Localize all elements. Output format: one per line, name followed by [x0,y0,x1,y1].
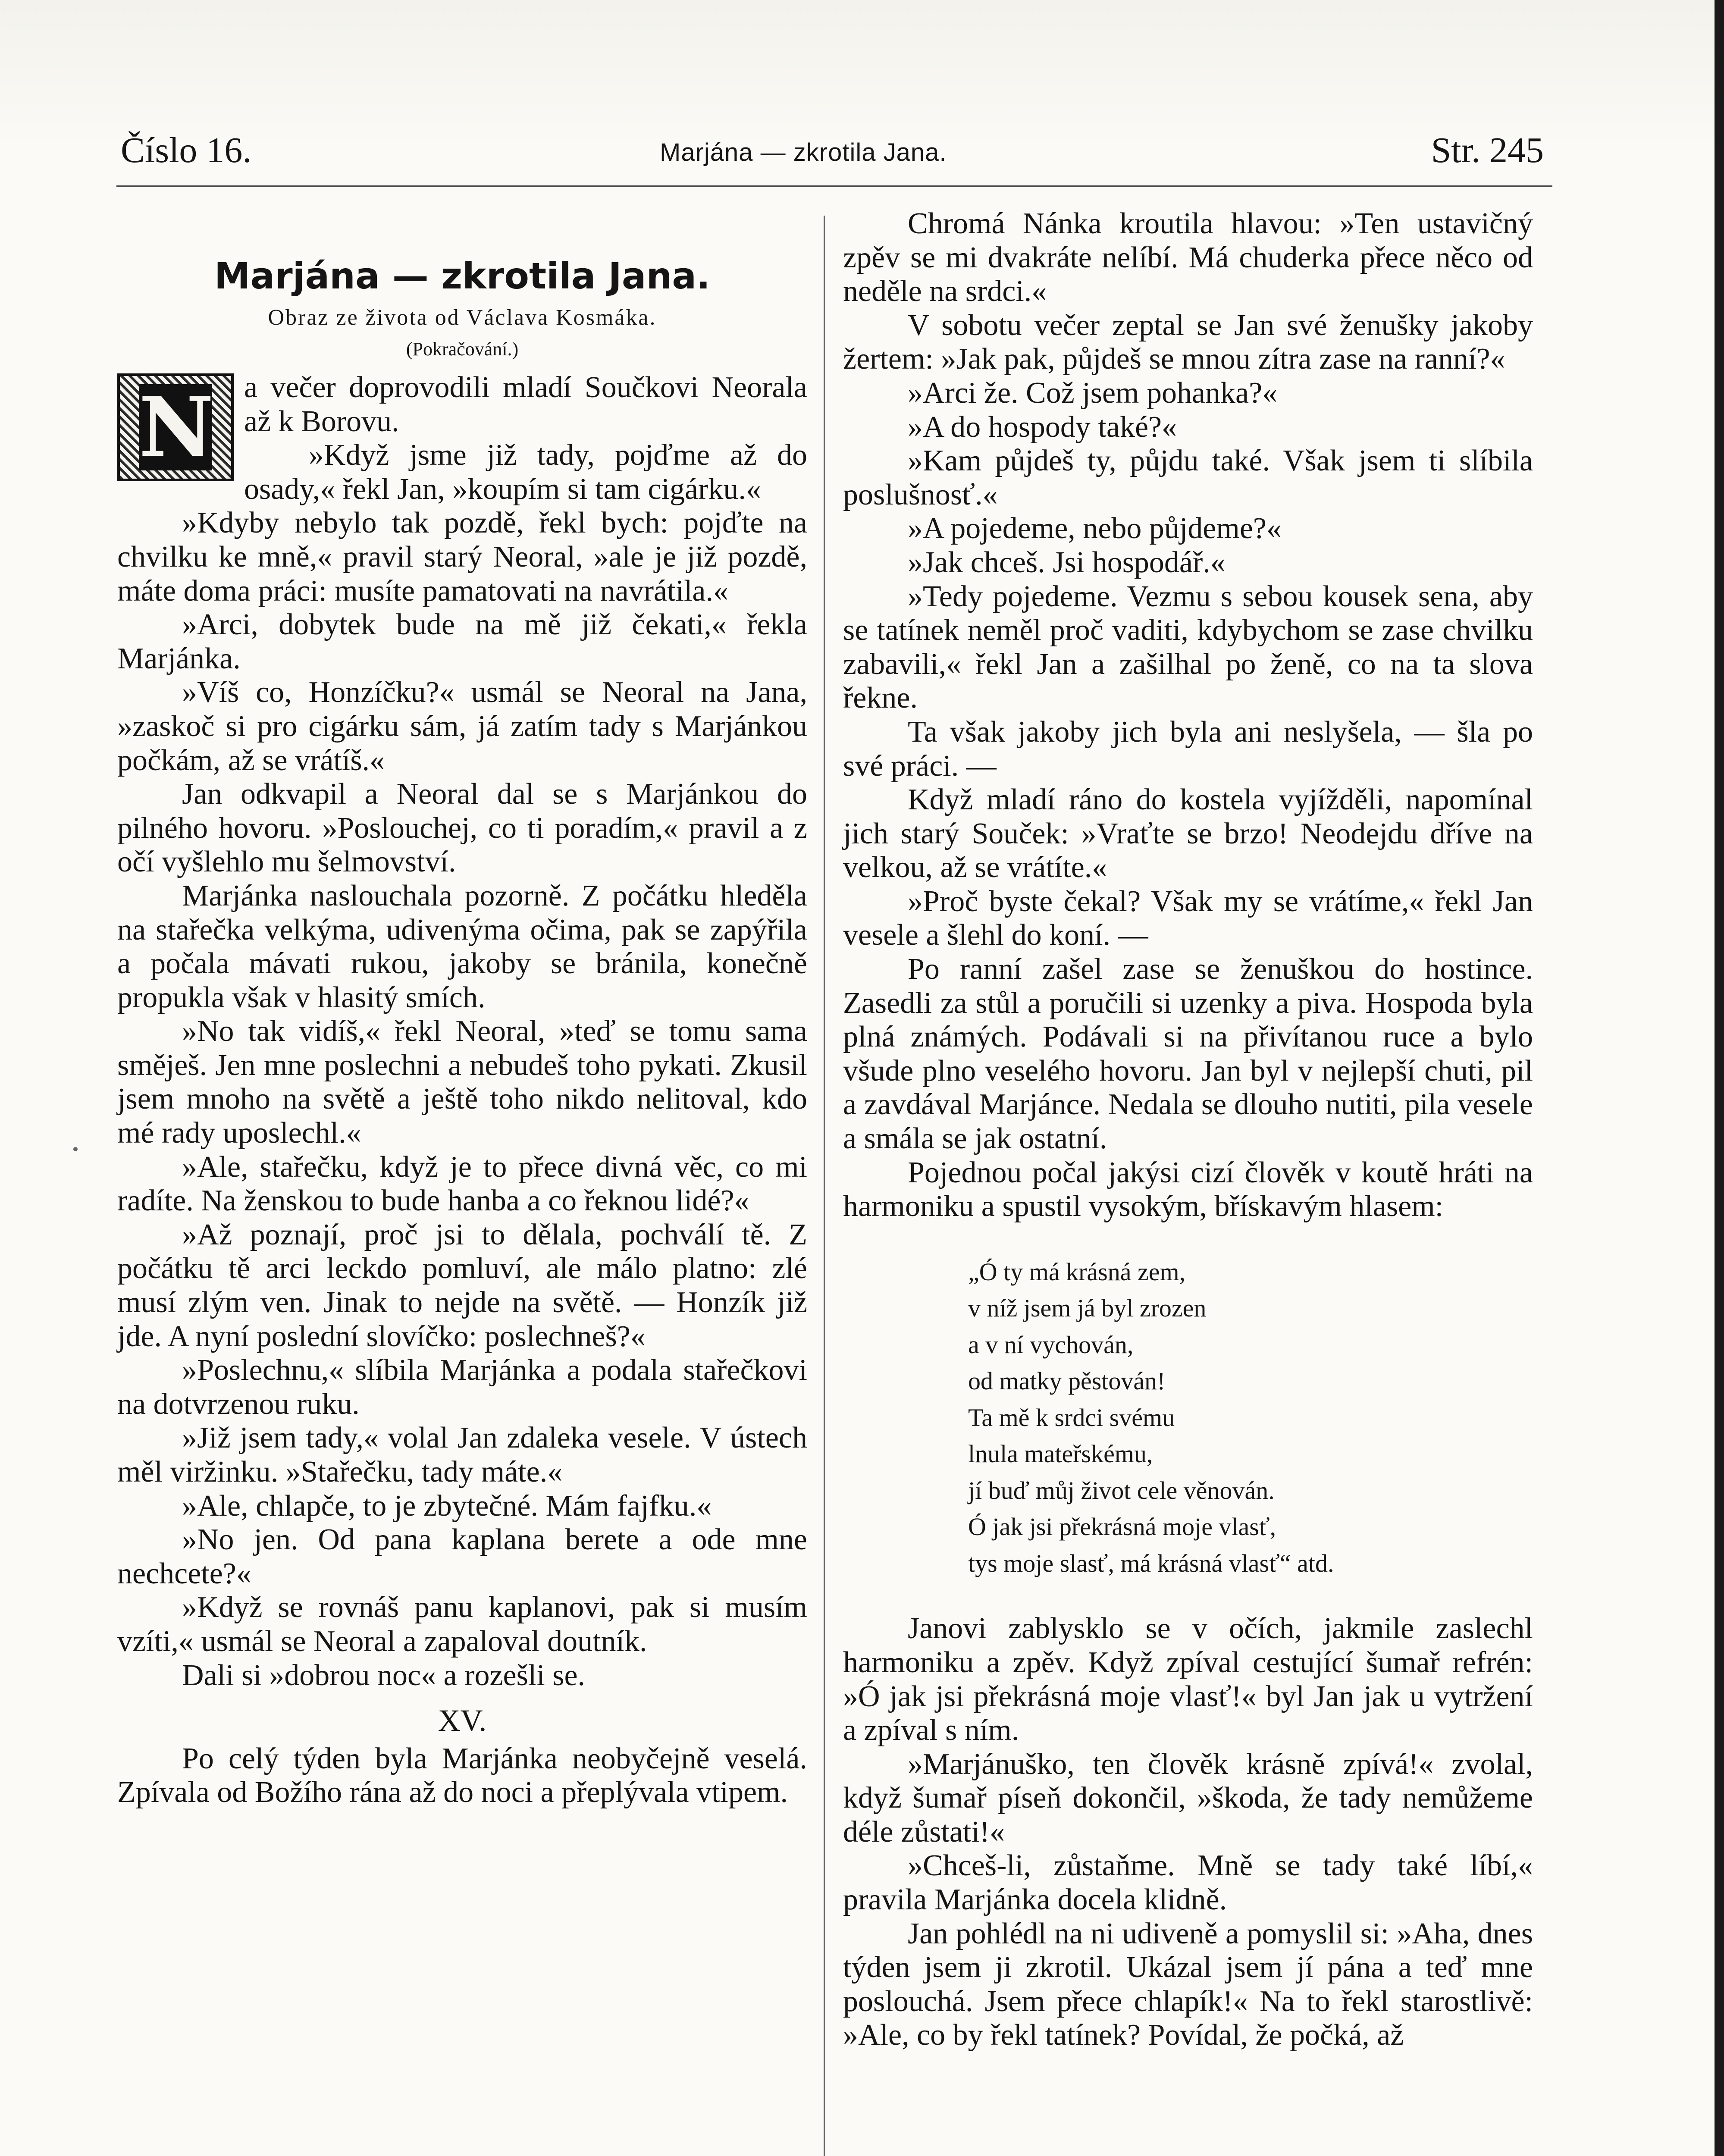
poem-line: od matky pěstován! [968,1367,1166,1395]
paragraph: »A do hospody také?« [908,410,1177,444]
right-column [843,207,1533,2053]
paragraph: »No jen. Od pana kaplana berete a ode mne nechcete?« [117,1523,807,1590]
paragraph: Dali si »dobrou noc« a rozešli se. [182,1658,586,1692]
paragraph: »Až poznají, proč jsi to dělala, pochválí tě. Z počátku tě arci leckdo pomluví, ale málo platno: zlé musí zlým ven. Jinak to nejde na světě. — Honzík již jde. A nyní poslední slovíčko: poslechneš?« [117,1218,807,1353]
paragraph: Jan odkvapil a Neoral dal se s Marjánkou do pilného hovoru. »Poslouchej, co ti poradím,« pravil a z očí vyšlehlo mu šelmovství. [117,777,807,879]
right-paragraphs-after-poem [843,1612,1533,2053]
paragraph: Ta však jakoby jich byla ani neslyšela, — šla po své práci. — [843,715,1533,783]
paragraph: »Arci, dobytek bude na mě již čekati,« řekla Marjánka. [117,608,807,675]
paragraph: Marjánka naslouchala pozorně. Z počátku hleděla na stařečka velkýma, udivenýma očima, pak se zapýřila a počala mávati rukou, jakoby se bránila, konečně propukla však v hlasitý smích. [117,879,807,1014]
continuation-note: (Pokračování.) [406,338,519,360]
paragraph: »Víš co, Honzíčku?« usmál se Neoral na Jana, »zaskoč si pro cigárku sám, já zatím tady s Marjánkou počkám, až se vrátíš.« [117,676,807,777]
running-title: Marjána — zkrotila Jana. [660,138,947,166]
chapter-paragraph: Po celý týden byla Marjánka neobyčejně veselá. Zpívala od Božího rána až do noci a přeplývala vtipem. [117,1742,807,1809]
poem-line: lnula mateřskému, [968,1440,1153,1468]
paragraph: »Proč byste čekal? Však my se vrátíme,« řekl Jan vesele a šlehl do koní. — [843,884,1533,952]
paragraph: »Arci že. Což jsem pohanka?« [908,376,1278,410]
print-speck [73,1147,78,1151]
poem [968,1254,1533,1582]
poem-line: jí buď můj život cele věnován. [968,1476,1275,1504]
left-column [117,207,807,1810]
poem-line: v níž jsem já byl zrozen [968,1294,1207,1322]
chapter-heading: XV. [438,1703,487,1738]
page-number: Str. 245 [1431,130,1544,170]
paragraph: »No tak vidíš,« řekl Neoral, »teď se tomu sama směješ. Jen mne poslechni a nebudeš toho pykati. Zkusil jsem mnoho na světě a ještě toho nikdo nelitoval, kdo mé rady uposlechl.« [117,1015,807,1150]
paragraph: Jan pohlédl na ni udiveně a pomyslil si: »Aha, dnes týden jsem ji zkrotil. Ukázal jsem jí pána a teď mne poslouchá. Jsem přece chlapík!« Na to řekl starostlivě: »Ale, co by řekl tatínek? Povídal, že počká, až [843,1917,1533,2052]
paragraph: »Již jsem tady,« volal Jan zdaleka vesele. V ústech měl viržinku. »Stařečku, tady máte.« [117,1421,807,1489]
paragraph: »Jak chceš. Jsi hospodář.« [908,545,1226,579]
paragraph: V sobotu večer zeptal se Jan své ženušky jakoby žertem: »Jak pak, půjdeš se mnou zítra zase na ranní?« [843,308,1533,376]
drop-cap-letter: N [139,379,214,475]
page-edge [1715,0,1724,2156]
paragraph: Janovi zablysklo se v očích, jakmile zaslechl harmoniku a zpěv. Když zpíval cestující šumař refrén: »Ó jak jsi překrásná moje vlasť!« byl Jan jak u vytržení a zpíval s ním. [843,1612,1533,1747]
paragraph: »Ale, chlapče, to je zbytečné. Mám fajfku.« [182,1489,712,1523]
right-paragraphs-before-poem [843,207,1533,1224]
poem-line: a v ní vychován, [968,1330,1134,1359]
opening-text: a večer doprovodili mladí Součkovi Neorala až k Borovu. [244,371,807,438]
poem-line: Ta mě k srdci svému [968,1403,1175,1432]
paragraph: Po ranní zašel zase se ženuškou do hostince. Zasedli za stůl a poručili si uzenky a piva. Hospoda byla plná známých. Podávali si na přivítanou ruce a bylo všude plno veselého hovoru. Jan byl v nejlepší chuti, pil a zavdával Marjánce. Nedala se dlouho nutiti, pila vesele a smála se jak ostatní. [843,953,1533,1156]
paragraph: Když mladí ráno do kostela vyjížděli, napomínal jich starý Souček: »Vraťte se brzo! Neodejdu dříve na velkou, až se vrátíte.« [843,783,1533,884]
issue-number: Číslo 16. [121,130,252,170]
drop-cap-initial [117,373,234,481]
article-byline: Obraz ze života od Václava Kosmáka. [268,305,657,330]
paragraph: »Když se rovnáš panu kaplanovi, pak si musím vzíti,« usmál se Neoral a zapaloval doutník. [117,1591,807,1658]
paragraph: Chromá Nánka kroutila hlavou: »Ten ustavičný zpěv se mi dvakráte nelíbí. Má chuderka přece něco od neděle na srdci.« [843,207,1533,308]
paragraph: »Poslechnu,« slíbila Marjánka a podala stařečkovi na dotvrzenou ruku. [117,1354,807,1421]
running-header [116,129,1552,187]
paragraph: »Když jsme již tady, pojďme až do osady,« řekl Jan, »koupím si tam cigárku.« [244,439,807,506]
paragraph: »Tedy pojedeme. Vezmu s sebou kousek sena, aby se tatínek neměl proč vaditi, kdybychom se zase chvilku zabavili,« řekl Jan a zašilhal po ženě, co na ta slova řekne. [843,580,1533,715]
paragraph: »Marjánuško, ten člověk krásně zpívá!« zvolal, když šumař píseň dokončil, »škoda, že tady nemůžeme déle zůstati!« [843,1747,1533,1849]
paragraph: »Kam půjdeš ty, půjdu také. Však jsem ti slíbila poslušnosť.« [843,444,1533,511]
poem-line: Ó jak jsi překrásná moje vlasť, [968,1513,1276,1541]
column-divider [824,216,825,2156]
paragraph: »Chceš-li, zůstaňme. Mně se tady také líbí,« pravila Marjánka docela klidně. [843,1849,1533,1917]
article-title: Marjána — zkrotila Jana. [214,255,711,297]
paragraph: Pojednou počal jakýsi cizí člověk v koutě hráti na harmoniku a spustil vysokým, břískavým hlasem: [843,1156,1533,1223]
poem-line: „Ó ty má krásná zem, [968,1257,1186,1286]
left-paragraphs [117,439,807,1692]
paragraph: »Kdyby nebylo tak pozdě, řekl bych: pojďte na chvilku ke mně,« pravil starý Neoral, »ale je již pozdě, máte doma práci: musíte pamatovati na navrátila.« [117,506,807,608]
paragraph: »Ale, stařečku, když je to přece divná věc, co mi radíte. Na ženskou to bude hanba a co řeknou lidé?« [117,1150,807,1218]
poem-line: tys moje slasť, má krásná vlasť“ atd. [968,1549,1334,1577]
paragraph: »A pojedeme, nebo půjdeme?« [908,512,1282,545]
